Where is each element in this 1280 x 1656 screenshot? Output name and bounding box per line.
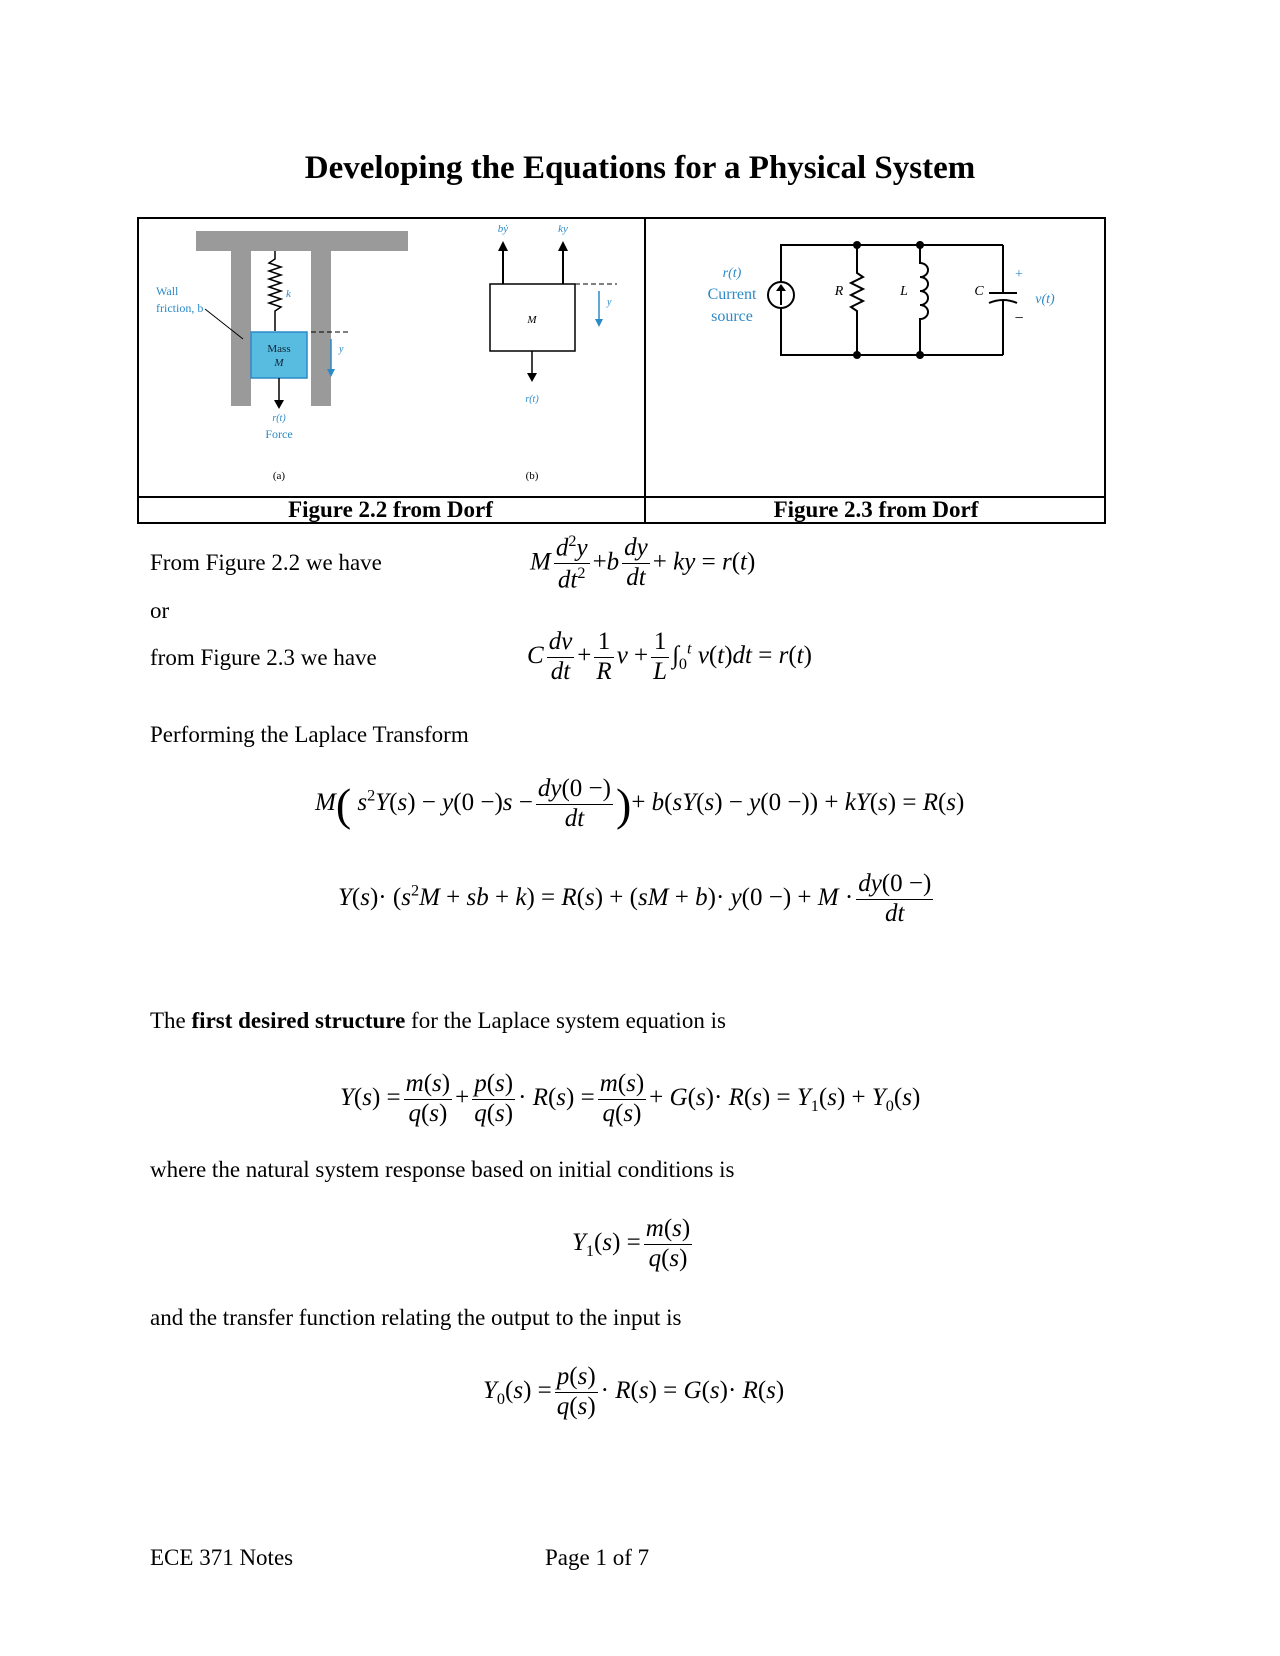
footer-course: ECE 371 Notes	[150, 1545, 294, 1570]
sub-a-label: (a)	[272, 470, 286, 482]
natural-response-text: where the natural system response based on initial conditions is	[150, 1157, 735, 1182]
spring-k-label: k	[286, 288, 291, 300]
source-label: source	[711, 308, 753, 325]
figure-2-2-caption: Figure 2.2 from Dorf	[288, 497, 493, 522]
v-label: v(t)	[1035, 292, 1055, 307]
force-symbol: r(t)	[272, 413, 286, 424]
laplace-text: Performing the Laplace Transform	[150, 722, 469, 747]
equation-mechanical: M $\frac{d^2y}{dt^2}$ +b $\frac{dy}{dt}$ + ky = r(t)	[530, 532, 756, 594]
wall-label: Wall	[156, 284, 179, 298]
equation-electrical: C $\frac{dv}{dt}$ + $\frac{1}{R}$ v + $\frac{1}{L}$ $\int_0^t$ v(t)dt = r(t)	[527, 628, 812, 685]
c-label: C	[974, 284, 984, 299]
minus-label: −	[1014, 310, 1024, 327]
page-title: Developing the Equations for a Physical System	[304, 150, 976, 186]
y-label-a: y	[339, 344, 344, 355]
plus-label: +	[1015, 267, 1023, 282]
spring	[269, 251, 281, 331]
equation-structure: Y(s) = $\frac{m(s)}{q(s)}$ + $\frac{p(s)}{q(s)}$ · R(s) = $\frac{m(s)}{q(s)}$ + $G(s)\cdot R(s) = Y_1(s) + Y_0(s)$	[340, 1070, 921, 1127]
circuit-top-wire	[781, 245, 1003, 275]
force-label: Force	[265, 427, 293, 441]
desired-structure-text: The first desired structure for the Laplace system equation is	[150, 1008, 726, 1033]
mass-symbol: M	[274, 357, 284, 369]
wall-left	[231, 251, 251, 406]
from-figure-23-text: from Figure 2.3 we have	[150, 645, 377, 670]
equation-laplace-2: $Y(s)\cdot (s^2M$ + sb + k) = R(s) + (sM + b)· y(0 −) + M · $\frac{dy(0 -)}{dt}$	[338, 870, 932, 927]
current-label: Current	[707, 286, 757, 303]
friction-label: friction, b	[156, 301, 204, 315]
figure-2-3-caption: Figure 2.3 from Dorf	[773, 497, 979, 522]
wall-right	[311, 251, 331, 406]
equation-laplace-1: M( $s^2Y(s) - y(0 -)s$ − $\frac{dy(0 -)}{dt}$ )+ b(sY(s) − y(0 −)) + kY(s) = R(s)	[315, 775, 965, 832]
resistor	[851, 245, 863, 355]
footer-page-number: Page 1 of 7	[545, 1545, 650, 1570]
equation-transfer-function: $Y_0(s)$ = $\frac{p(s)}{q(s)}$ · R(s) = G(s)· R(s)	[483, 1363, 785, 1420]
ky-label: ky	[558, 223, 568, 235]
r-label: R	[834, 284, 844, 299]
inductor	[920, 245, 928, 355]
circuit-bottom-wire	[781, 315, 1003, 355]
y-label-b: y	[607, 297, 612, 308]
mass-label: Mass	[267, 343, 291, 355]
equation-natural-response: $Y_1(s)$ = $\frac{m(s)}{q(s)}$	[572, 1215, 691, 1272]
figure-2-3-circuit	[646, 219, 1104, 495]
sub-b-label: (b)	[525, 470, 539, 482]
by-label: bẏ	[497, 223, 509, 235]
l-label: L	[900, 284, 908, 299]
mass-block	[251, 332, 307, 378]
transfer-function-text: and the transfer function relating the output to the input is	[150, 1305, 682, 1330]
free-body-m-label: M	[527, 314, 537, 326]
rt-label: r(t)	[722, 266, 742, 281]
wall-top-bar	[196, 231, 408, 251]
rt-label-b: r(t)	[525, 394, 539, 405]
figure-2-2-diagram	[139, 219, 644, 495]
or-text: or	[150, 598, 170, 623]
from-figure-22-text: From Figure 2.2 we have	[150, 550, 382, 575]
